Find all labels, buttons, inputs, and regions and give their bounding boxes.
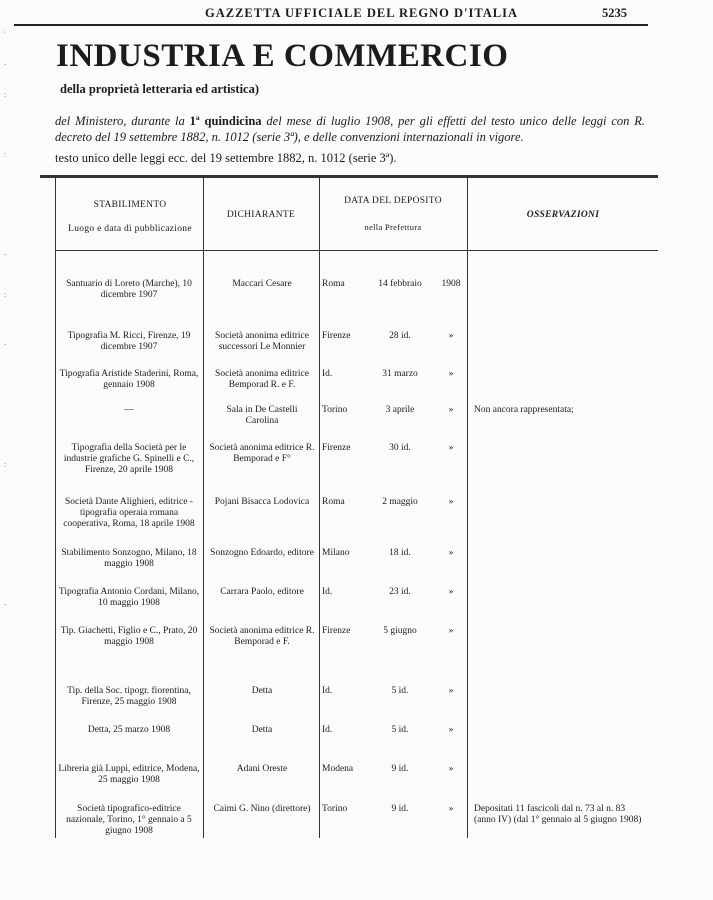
page-number: 5235	[602, 6, 627, 20]
row-year: »	[448, 626, 454, 636]
row-city: Torino	[322, 405, 348, 415]
row-date: 23 id.	[389, 587, 411, 597]
header-rule	[14, 24, 648, 26]
row-declarant: Società anonima editrice R. Bemporad e F.	[209, 626, 315, 647]
row-establishment: Detta, 25 marzo 1908	[87, 725, 171, 735]
row-declarant: Sala in De Castelli Carolina	[226, 405, 298, 426]
row-declarant: Detta	[251, 686, 273, 696]
row-declarant: Detta	[251, 725, 273, 735]
row-city: Roma	[322, 279, 345, 289]
header-bottom-rule	[55, 250, 658, 251]
row-city: Id.	[322, 369, 333, 379]
row-date: 5 id.	[391, 725, 409, 735]
row-declarant: Società anonima editrice successori Le Monnier	[215, 331, 309, 352]
section-subtitle: della proprietà letteraria ed artistica)	[60, 82, 260, 96]
row-year: »	[448, 443, 454, 453]
row-date: 5 giugno	[383, 626, 417, 636]
row-declarant: Maccari Cesare	[232, 279, 292, 289]
intro-after: del mese di luglio 1908, per gli effetti del testo unico delle leggi con R. decreto del 19 settembre 1882, n. 1012 (serie 3ª), e delle convenzioni internazionali in vigore.	[55, 114, 646, 144]
row-declarant: Società anonima editrice R. Bemporad e F°	[209, 443, 315, 464]
row-establishment: Tipografia Antonio Cordani, Milano, 10 maggio 1908	[58, 587, 200, 608]
reference-line: testo unico delle leggi ecc. del 19 settembre 1882, n. 1012 (serie 3ª).	[55, 151, 397, 165]
col-divider-3	[319, 178, 320, 838]
section-title: INDUSTRIA E COMMERCIO	[56, 38, 509, 74]
col-header-establishment: STABILIMENTO	[93, 200, 167, 210]
row-city: Modena	[322, 764, 354, 774]
row-year: »	[448, 725, 454, 735]
row-date: 28 id.	[389, 331, 411, 341]
row-city: Id.	[322, 686, 333, 696]
row-establishment: Società tipografico-editrice nazionale, Torino, 1° gennaio a 5 giugno 1908	[66, 804, 192, 836]
row-city: Milano	[322, 548, 350, 558]
row-notes: Depositati 11 fascicoli dal n. 73 al n. 83 (anno IV) (dal 1° gennaio al 5 giugno 1908)	[474, 804, 642, 825]
row-date: 9 id.	[391, 764, 409, 774]
row-declarant: Carrara Paolo, editore	[220, 587, 304, 597]
row-establishment: Stabilimento Sonzogno, Milano, 18 maggio 1908	[61, 548, 197, 569]
col-header-establishment-sub: Luogo e data di pubblicazione	[68, 224, 192, 234]
row-date: 31 marzo	[382, 369, 418, 379]
row-date: 3 aprile	[385, 405, 415, 415]
row-year: »	[448, 548, 454, 558]
row-establishment: Tip. Giachetti, Figlio e C., Prato, 20 maggio 1908	[60, 626, 198, 647]
row-declarant: Pojani Bisacca Lodovica	[214, 497, 310, 507]
row-date: 9 id.	[391, 804, 409, 814]
row-establishment: Santuario di Loreto (Marche), 10 dicembre 1907	[66, 279, 192, 300]
row-city: Id.	[322, 725, 333, 735]
row-year: »	[448, 497, 454, 507]
row-city: Firenze	[322, 443, 351, 453]
row-year: 1908	[441, 279, 461, 289]
row-city: Firenze	[322, 331, 351, 341]
row-year: »	[448, 369, 454, 379]
col-divider-4	[467, 178, 468, 838]
table-top-rule	[40, 175, 658, 178]
row-notes: Non ancora rappresentata;	[474, 405, 574, 415]
row-date: 5 id.	[391, 686, 409, 696]
col-divider-2	[203, 178, 204, 838]
row-declarant: Adani Oreste	[236, 764, 288, 774]
row-year: »	[448, 331, 454, 341]
col-header-notes: OSSERVAZIONI	[526, 210, 600, 220]
row-date: 30 id.	[389, 443, 411, 453]
col-header-deposit: DATA DEL DEPOSITO	[344, 196, 442, 206]
intro-paragraph	[55, 113, 645, 145]
row-establishment: Società Dante Alighieri, editrice - tipografia operaia romana cooperativa, Roma, 18 aprile 1908	[63, 497, 195, 529]
row-city: Roma	[322, 497, 345, 507]
row-establishment: Tip. della Soc. tipogr. fiorentina, Firenze, 25 maggio 1908	[67, 686, 191, 707]
row-establishment: Tipografia M. Ricci, Firenze, 19 dicembre 1907	[67, 331, 191, 352]
col-header-deposit-sub: nella Prefettura	[364, 222, 422, 232]
row-establishment: Libreria già Luppi, editrice, Modena, 25 maggio 1908	[58, 764, 200, 785]
col-header-declarant: DICHIARANTE	[226, 210, 296, 220]
row-year: »	[448, 405, 454, 415]
row-date: 14 febbraio	[378, 279, 422, 289]
intro-highlight: 1ª quindicina	[189, 114, 262, 128]
row-establishment: Tipografia della Società per le industrie grafiche G. Spinelli e C., Firenze, 20 aprile 1908	[63, 443, 195, 475]
row-declarant: Sonzogno Edoardo, editore	[210, 548, 314, 558]
row-year: »	[448, 804, 454, 814]
intro-before: del Ministero, durante la	[55, 114, 185, 128]
row-year: »	[448, 686, 454, 696]
row-declarant: Società anonima editrice Bemporad R. e F.	[215, 369, 309, 390]
row-date: 18 id.	[389, 548, 411, 558]
row-year: »	[448, 764, 454, 774]
row-declarant: Caimi G. Nino (direttore)	[213, 804, 311, 814]
row-city: Id.	[322, 587, 333, 597]
row-city: Torino	[322, 804, 348, 814]
row-establishment: —	[124, 405, 134, 415]
row-city: Firenze	[322, 626, 351, 636]
row-date: 2 maggio	[382, 497, 418, 507]
row-year: »	[448, 587, 454, 597]
gazette-header: GAZZETTA UFFICIALE DEL REGNO D'ITALIA	[205, 6, 518, 20]
row-establishment: Tipografia Aristide Staderini, Roma, gennaio 1908	[59, 369, 199, 390]
col-divider-1	[55, 178, 56, 838]
